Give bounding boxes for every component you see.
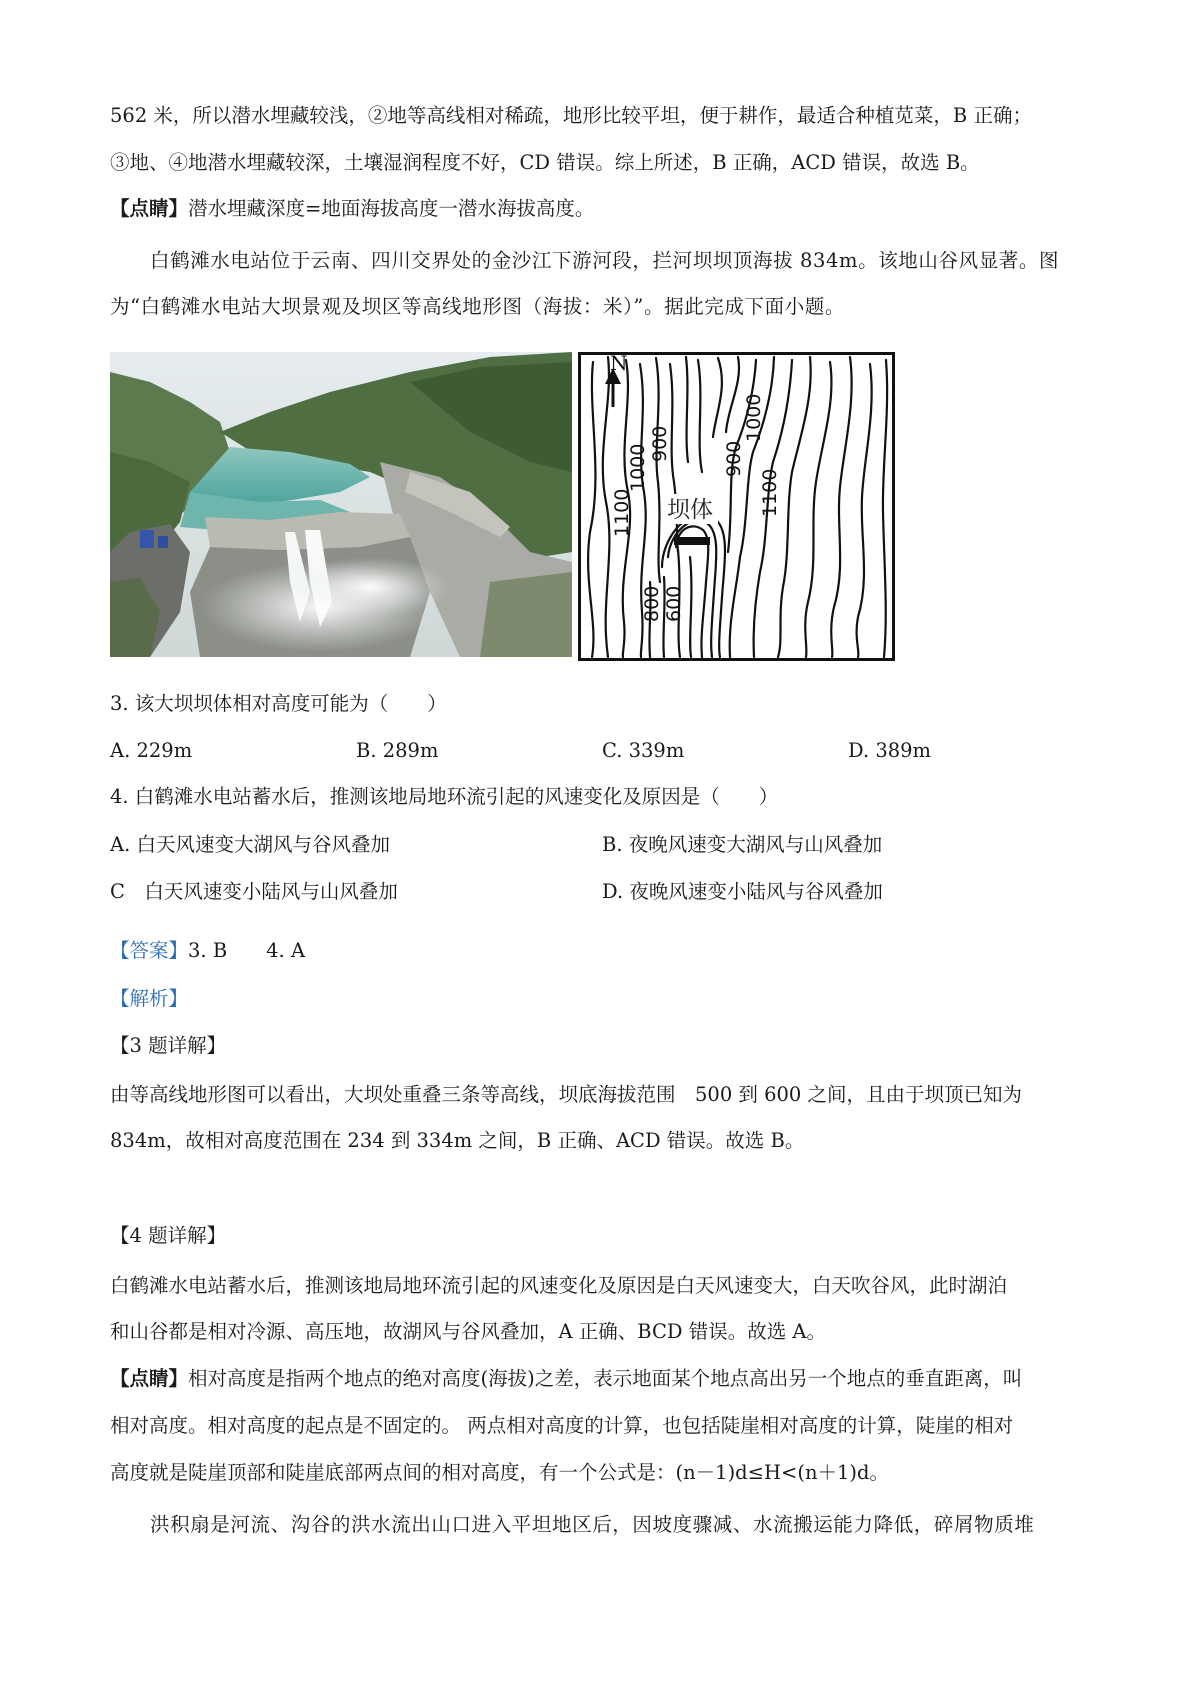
dam-landscape-photo [110, 352, 572, 657]
contour-map [578, 352, 895, 661]
dianjing-text: 潜水埋藏深度=地面海拔高度一潜水海拔高度。 [188, 197, 595, 220]
dianjing-line [110, 194, 594, 224]
dianjing-text: 相对高度是指两个地点的绝对高度(海拔)之差，表示地面某个地点高出另一个地点的垂直距离，叫 [188, 1367, 1023, 1390]
q4-option-b: B. 夜晚风速变大湖风与山风叠加 [602, 833, 883, 856]
detail-4-title: 【4 题详解】 [110, 1224, 227, 1247]
text-line: 洪积扇是河流、沟谷的洪水流出山口进入平坦地区后，因坡度骤减、水流搬运能力降低，碎屑物质堆 [150, 1513, 1035, 1536]
answer-tag: 【答案】 [110, 939, 189, 962]
text-line: 相对高度。相对高度的起点是不固定的。 两点相对高度的计算，也包括陡崖相对高度的计算，陡崖的相对 [110, 1414, 1014, 1437]
detail-3-title: 【3 题详解】 [110, 1034, 227, 1057]
text-line: 白鹤滩水电站蓄水后，推测该地局地环流引起的风速变化及原因是白天风速变大，白天吹谷风，此时湖泊 [110, 1274, 1008, 1297]
contour-label: 1100 [759, 468, 781, 517]
q4-option-c: C 白天风速变小陆风与山风叠加 [110, 880, 398, 903]
contour-label: 600 [663, 585, 685, 622]
contour-label: 900 [649, 425, 671, 462]
q3-option-d: D. 389m [848, 739, 932, 762]
dianjing-tag: 【点睛】 [110, 1367, 189, 1390]
q4-option-d: D. 夜晚风速变小陆风与谷风叠加 [602, 880, 883, 903]
text-line: 由等高线地形图可以看出，大坝处重叠三条等高线，坝底海拔范围 500 到 600 之间，且由于坝顶已知为 [110, 1083, 1023, 1106]
contour-label: 900 [723, 440, 745, 477]
text-line: 562 米，所以潜水埋藏较浅，②地等高线相对稀疏，地形比较平坦，便于耕作，最适合种植苋菜，B 正确； [110, 104, 1032, 127]
north-label: N [610, 352, 628, 375]
text-line: 高度就是陡崖顶部和陡崖底部两点间的相对高度，有一个公式是：(n－1)d≤H<(n＋1)d。 [110, 1461, 890, 1484]
q3-option-b: B. 289m [356, 739, 439, 762]
contour-label: 1100 [611, 488, 633, 537]
contour-label: 800 [641, 585, 663, 622]
question-3-stem: 3. 该大坝坝体相对高度可能为（ ） [110, 692, 447, 715]
dianjing-tag: 【点睛】 [110, 197, 189, 220]
text-line: ③地、④地潜水埋藏较深，土壤湿润程度不好，CD 错误。综上所述，B 正确，ACD 错误，故选 B。 [110, 151, 980, 174]
analysis-tag: 【解析】 [110, 987, 189, 1010]
q4-option-a: A. 白天风速变大湖风与谷风叠加 [110, 833, 390, 856]
answer-line [110, 936, 305, 966]
material-intro-line: 白鹤滩水电站位于云南、四川交界处的金沙江下游河段，拦河坝坝顶海拔 834m。该地山谷风显著。图 [150, 249, 1060, 272]
dam-label: 坝体 [667, 497, 713, 523]
question-4-stem: 4. 白鹤滩水电站蓄水后，推测该地局地环流引起的风速变化及原因是（ ） [110, 785, 779, 808]
q3-option-a: A. 229m [110, 739, 193, 762]
contour-label: 1000 [743, 393, 765, 442]
material-intro-line: 为“白鹤滩水电站大坝景观及坝区等高线地形图（海拔：米）”。据此完成下面小题。 [110, 295, 845, 318]
text-line: 834m，故相对高度范围在 234 到 334m 之间，B 正确、ACD 错误。故选 B。 [110, 1129, 805, 1152]
q3-option-c: C. 339m [602, 739, 685, 762]
text-line: 和山谷都是相对冷源、高压地，故湖风与谷风叠加，A 正确、BCD 错误。故选 A。 [110, 1320, 827, 1343]
answer-text: 3. B 4. A [188, 939, 306, 962]
dianjing-line [110, 1364, 1022, 1394]
contour-label: 1000 [627, 443, 649, 492]
